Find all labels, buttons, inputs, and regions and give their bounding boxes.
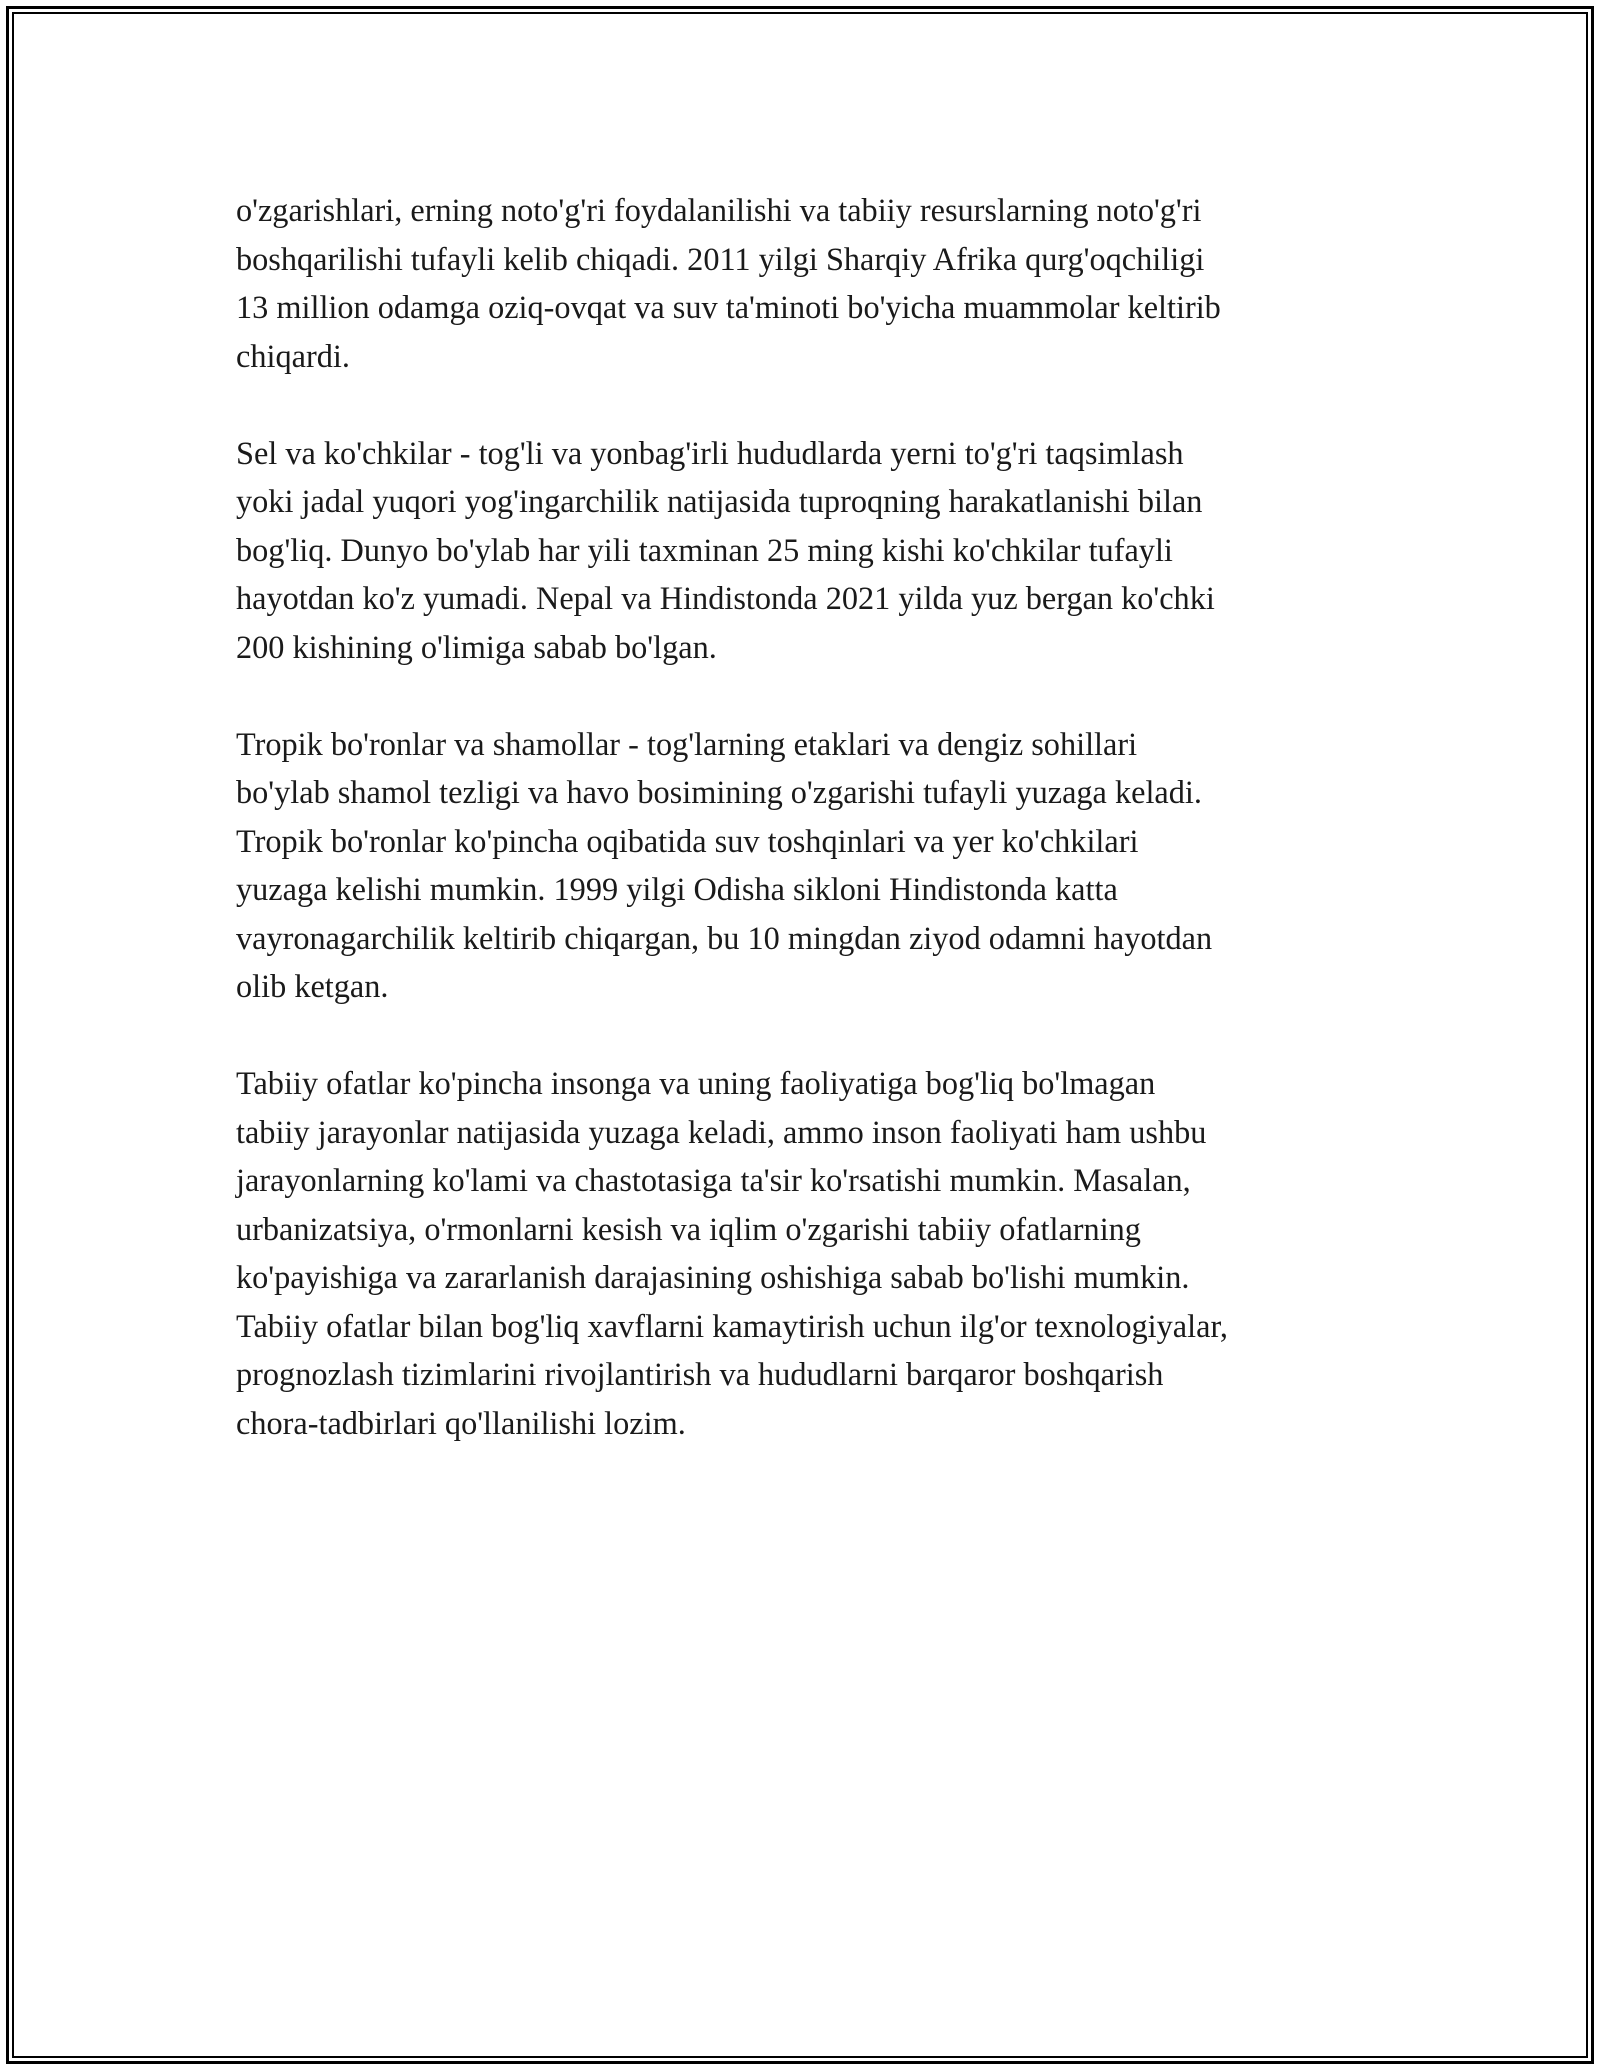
paragraph-drought [236, 186, 1381, 380]
text-line: yuzaga kelishi mumkin. 1999 yilgi Odisha sikloni Hindistonda katta [236, 871, 1118, 907]
text-line: tabiiy jarayonlar natijasida yuzaga keladi, ammo inson faoliyati ham ushbu [236, 1113, 1207, 1150]
paragraph-natural-disasters-summary [236, 1059, 1381, 1447]
text-line: bog'liq. Dunyo bo'ylab har yili taxminan 25 ming kishi ko'chkilar tufayli [236, 531, 1173, 568]
text-line: hayotdan ko'z yumadi. Nepal va Hindistonda 2021 yilda yuz bergan ko'chki [236, 580, 1215, 616]
text-line: yoki jadal yuqori yog'ingarchilik natijasida tuproqning harakatlanishi bilan [236, 483, 1203, 519]
text-line: Sel va ko'chkilar - tog'li va yonbag'irli hududlarda yerni to'g'ri taqsimlash [236, 434, 1184, 471]
paragraph-landslides [236, 429, 1381, 672]
text-line: ko'payishiga va zararlanish darajasining oshishiga sabab bo'lishi mumkin. [236, 1259, 1190, 1295]
text-line: bo'ylab shamol tezligi va havo bosimining o'zgarishi tufayli yuzaga keladi. [236, 774, 1202, 810]
text-line: olib ketgan. [236, 968, 389, 1004]
text-line: jarayonlarning ko'lami va chastotasiga ta'sir ko'rsatishi mumkin. Masalan, [236, 1162, 1191, 1198]
text-line: o'zgarishlari, erning noto'g'ri foydalanilishi va tabiiy resurslarning noto'g'ri [236, 192, 1202, 228]
text-line: boshqarilishi tufayli kelib chiqadi. 2011 yilgi Sharqiy Afrika qurg'oqchiligi [236, 240, 1205, 277]
text-line: Tropik bo'ronlar va shamollar - tog'larning etaklari va dengiz sohillari [236, 725, 1138, 762]
text-line: chora-tadbirlari qo'llanilishi lozim. [236, 1404, 686, 1441]
text-line: urbanizatsiya, o'rmonlarni kesish va iqlim o'zgarishi tabiiy ofatlarning [236, 1210, 1141, 1247]
text-line: prognozlash tizimlarini rivojlantirish va hududlarni barqaror boshqarish [236, 1356, 1164, 1392]
document-body [236, 186, 1381, 1496]
text-line: 200 kishining o'limiga sabab bo'lgan. [236, 628, 717, 665]
text-line: chiqardi. [236, 337, 350, 374]
text-line: Tabiiy ofatlar ko'pincha insonga va uning faoliyatiga bog'liq bo'lmagan [236, 1065, 1156, 1101]
paragraph-tropical-storms [236, 720, 1381, 1011]
text-line: Tropik bo'ronlar ko'pincha oqibatida suv toshqinlari va yer ko'chkilari [236, 822, 1139, 859]
text-line: Tabiiy ofatlar bilan bog'liq xavflarni kamaytirish uchun ilg'or texnologiyalar, [236, 1307, 1228, 1344]
text-line: 13 million odamga oziq-ovqat va suv ta'minoti bo'yicha muammolar keltirib [236, 289, 1221, 325]
text-line: vayronagarchilik keltirib chiqargan, bu 10 mingdan ziyod odamni hayotdan [236, 919, 1213, 956]
